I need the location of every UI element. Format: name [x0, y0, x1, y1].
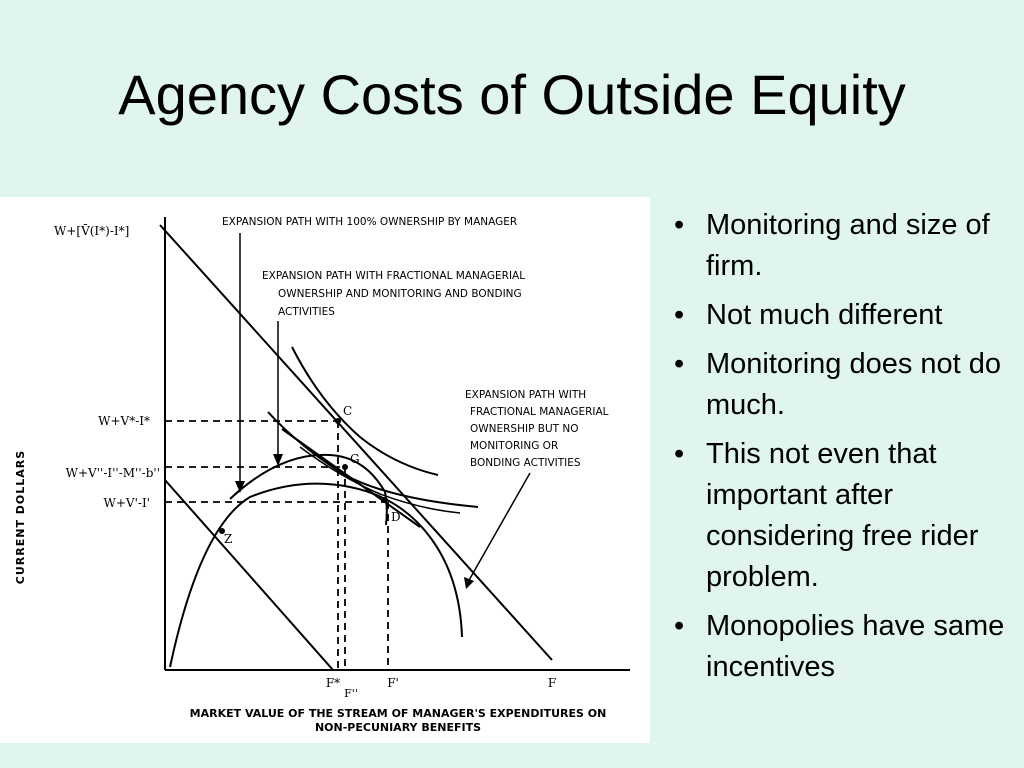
agency-cost-diagram	[0, 197, 650, 743]
y-tick-d: W+V'-I'	[103, 496, 150, 510]
x-tick-f: F	[547, 676, 557, 690]
budget-line-inner	[165, 480, 333, 670]
arrow-no-monitoring	[468, 473, 530, 582]
bullet-glyph: •	[674, 348, 685, 380]
annotation-fractional-line2: OWNERSHIP AND MONITORING AND BONDING	[278, 288, 522, 300]
point-d-label: D	[391, 510, 401, 524]
annotation-no-monitoring-line1: EXPANSION PATH WITH	[465, 389, 587, 401]
point-c-marker	[335, 418, 341, 424]
annotation-100-ownership: EXPANSION PATH WITH 100% OWNERSHIP BY MANAGER	[222, 216, 518, 228]
bullet-item	[672, 606, 1017, 688]
bullet-text: This not even that important after considering free rider problem.	[706, 438, 979, 593]
bullet-item	[672, 344, 1017, 426]
annotation-fractional-line1: EXPANSION PATH WITH FRACTIONAL MANAGERIAL	[262, 270, 526, 282]
bullet-text: Monopolies have same incentives	[706, 610, 1005, 683]
slide-title: Agency Costs of Outside Equity	[118, 63, 906, 126]
point-c-label: C	[343, 404, 353, 418]
point-z-label: Z	[224, 532, 233, 546]
bullet-text: Monitoring does not do much.	[706, 348, 1002, 421]
y-top-label: W+[V̄(I*)-I*]	[54, 224, 130, 238]
annotation-no-monitoring-line5: BONDING ACTIVITIES	[470, 457, 581, 469]
bullet-text: Not much different	[706, 299, 943, 331]
bullet-item	[672, 205, 1017, 287]
bullet-text: Monitoring and size of firm.	[706, 209, 990, 282]
bullet-glyph: •	[674, 209, 685, 241]
x-tick-f-double: F''	[344, 687, 358, 700]
annotation-no-monitoring-line4: MONITORING OR	[470, 440, 559, 452]
x-tick-f-star: F*	[325, 676, 341, 690]
y-tick-c: W+V*-I*	[98, 414, 150, 428]
y-tick-g: W+V''-I''-M''-b''	[65, 466, 160, 480]
annotation-no-monitoring-line2: FRACTIONAL MANAGERIAL	[470, 406, 609, 418]
x-axis-label-line2: NON-PECUNIARY BENEFITS	[314, 721, 482, 734]
bullet-list	[672, 205, 1017, 696]
point-g-label: G	[350, 452, 360, 466]
bullet-glyph: •	[674, 610, 685, 642]
x-tick-f-prime: F'	[387, 676, 399, 690]
y-axis-label: CURRENT DOLLARS	[14, 449, 27, 585]
bullet-glyph: •	[674, 299, 685, 331]
annotation-no-monitoring-line3: OWNERSHIP BUT NO	[470, 423, 579, 435]
point-d-marker	[382, 497, 388, 503]
bullet-glyph: •	[674, 438, 685, 470]
annotation-fractional-line3: ACTIVITIES	[278, 306, 335, 318]
indifference-curve-d	[300, 447, 460, 513]
x-axis-label-line1: MARKET VALUE OF THE STREAM OF MANAGER'S EXPENDITURES ON	[189, 707, 607, 720]
point-g-marker	[342, 464, 348, 470]
bullet-item	[672, 295, 1017, 336]
bullet-item	[672, 434, 1017, 598]
